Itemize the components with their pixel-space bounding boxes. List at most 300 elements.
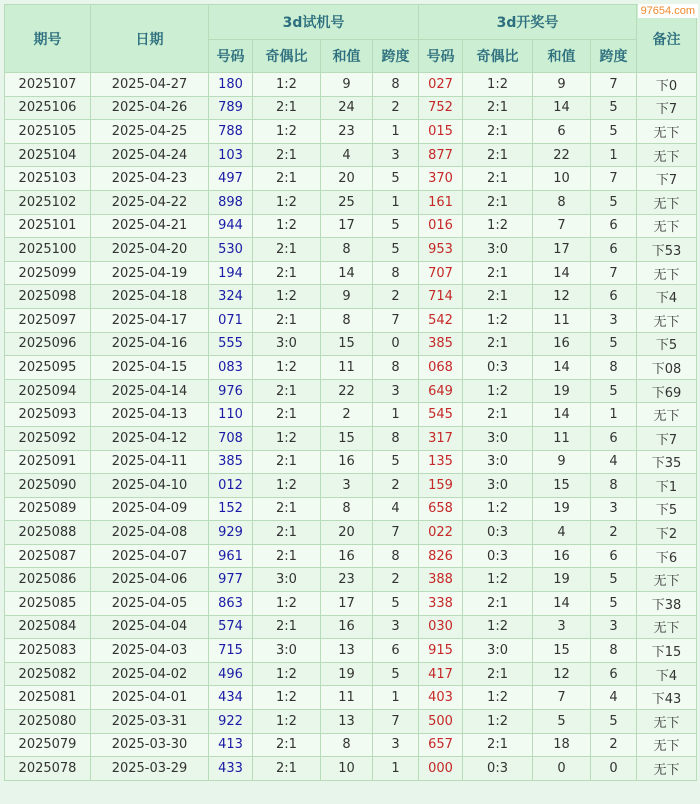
trial-number-cell: 103 (209, 143, 253, 167)
table-row (5, 379, 697, 403)
draw-number-cell: 752 (419, 96, 463, 120)
draw-odd-even-cell: 1:2 (463, 568, 533, 592)
trial-sum-cell: 24 (321, 96, 373, 120)
trial-span-cell: 3 (373, 615, 419, 639)
period-cell: 2025085 (5, 592, 91, 616)
draw-number-cell: 317 (419, 426, 463, 450)
date-cell: 2025-04-06 (91, 568, 209, 592)
draw-odd-even-cell: 1:2 (463, 379, 533, 403)
trial-sum-cell: 13 (321, 639, 373, 663)
trial-span-cell: 1 (373, 686, 419, 710)
note-cell: 下35 (637, 450, 697, 474)
trial-sum-cell: 14 (321, 261, 373, 285)
draw-span-cell: 4 (591, 686, 637, 710)
trial-sum-cell: 19 (321, 662, 373, 686)
date-cell: 2025-04-14 (91, 379, 209, 403)
date-cell: 2025-04-23 (91, 167, 209, 191)
trial-number-cell: 324 (209, 285, 253, 309)
note-cell: 无下 (637, 615, 697, 639)
period-cell: 2025095 (5, 356, 91, 380)
table-row (5, 308, 697, 332)
table-row (5, 710, 697, 734)
trial-number-cell: 555 (209, 332, 253, 356)
draw-number-cell: 649 (419, 379, 463, 403)
date-cell: 2025-04-08 (91, 521, 209, 545)
table-row (5, 592, 697, 616)
trial-number-cell: 413 (209, 733, 253, 757)
trial-span-cell: 7 (373, 710, 419, 734)
draw-sum-cell: 14 (533, 356, 591, 380)
trial-number-cell: 012 (209, 474, 253, 498)
trial-span-cell: 5 (373, 662, 419, 686)
table-body (5, 73, 697, 781)
draw-span-header: 跨度 (591, 40, 637, 73)
draw-span-cell: 5 (591, 379, 637, 403)
draw-sum-cell: 18 (533, 733, 591, 757)
note-header: 备注 (637, 5, 697, 73)
date-cell: 2025-04-16 (91, 332, 209, 356)
trial-number-cell: 715 (209, 639, 253, 663)
table-row (5, 120, 697, 144)
date-cell: 2025-04-26 (91, 96, 209, 120)
draw-number-cell: 545 (419, 403, 463, 427)
draw-odd-even-cell: 3:0 (463, 238, 533, 262)
note-cell: 下4 (637, 285, 697, 309)
draw-odd-even-cell: 3:0 (463, 474, 533, 498)
table-row (5, 332, 697, 356)
trial-odd-even-cell: 1:2 (253, 190, 321, 214)
draw-number-cell: 030 (419, 615, 463, 639)
draw-odd-even-cell: 2:1 (463, 285, 533, 309)
trial-sum-cell: 22 (321, 379, 373, 403)
trial-sum-cell: 8 (321, 497, 373, 521)
date-cell: 2025-04-15 (91, 356, 209, 380)
draw-odd-even-cell: 1:2 (463, 497, 533, 521)
date-cell: 2025-04-13 (91, 403, 209, 427)
date-cell: 2025-03-29 (91, 757, 209, 781)
draw-odd-even-cell: 2:1 (463, 662, 533, 686)
trial-odd-even-cell: 1:2 (253, 474, 321, 498)
period-cell: 2025092 (5, 426, 91, 450)
draw-span-cell: 7 (591, 167, 637, 191)
trial-number-group-header: 3d试机号 (209, 5, 419, 40)
draw-sum-cell: 22 (533, 143, 591, 167)
trial-odd-even-cell: 2:1 (253, 757, 321, 781)
trial-span-cell: 7 (373, 308, 419, 332)
draw-span-cell: 6 (591, 214, 637, 238)
period-header: 期号 (5, 5, 91, 73)
table-row (5, 686, 697, 710)
date-cell: 2025-04-25 (91, 120, 209, 144)
period-cell: 2025104 (5, 143, 91, 167)
trial-number-cell: 863 (209, 592, 253, 616)
draw-span-cell: 8 (591, 356, 637, 380)
note-cell: 下53 (637, 238, 697, 262)
trial-sum-cell: 16 (321, 615, 373, 639)
draw-number-cell: 657 (419, 733, 463, 757)
table-row (5, 662, 697, 686)
draw-sum-cell: 14 (533, 96, 591, 120)
table-row (5, 403, 697, 427)
draw-number-cell: 707 (419, 261, 463, 285)
draw-span-cell: 1 (591, 403, 637, 427)
date-cell: 2025-04-20 (91, 238, 209, 262)
draw-odd-even-cell: 2:1 (463, 167, 533, 191)
trial-number-cell: 194 (209, 261, 253, 285)
trial-span-cell: 2 (373, 96, 419, 120)
draw-span-cell: 6 (591, 662, 637, 686)
note-cell: 无下 (637, 403, 697, 427)
trial-odd-even-cell: 2:1 (253, 521, 321, 545)
trial-number-cell: 180 (209, 73, 253, 97)
draw-number-cell: 015 (419, 120, 463, 144)
draw-number-cell: 135 (419, 450, 463, 474)
trial-number-cell: 976 (209, 379, 253, 403)
period-cell: 2025086 (5, 568, 91, 592)
draw-number-cell: 159 (419, 474, 463, 498)
draw-span-cell: 5 (591, 120, 637, 144)
draw-span-cell: 0 (591, 757, 637, 781)
trial-span-cell: 5 (373, 238, 419, 262)
trial-span-cell: 2 (373, 568, 419, 592)
trial-number-cell: 944 (209, 214, 253, 238)
trial-sum-cell: 23 (321, 568, 373, 592)
draw-sum-cell: 8 (533, 190, 591, 214)
draw-span-cell: 8 (591, 639, 637, 663)
trial-span-cell: 1 (373, 403, 419, 427)
table-row (5, 733, 697, 757)
draw-sum-cell: 9 (533, 450, 591, 474)
trial-odd-even-cell: 2:1 (253, 497, 321, 521)
draw-span-cell: 6 (591, 285, 637, 309)
date-cell: 2025-04-18 (91, 285, 209, 309)
trial-sum-cell: 20 (321, 521, 373, 545)
draw-span-cell: 5 (591, 592, 637, 616)
date-cell: 2025-04-01 (91, 686, 209, 710)
draw-sum-cell: 3 (533, 615, 591, 639)
draw-number-cell: 658 (419, 497, 463, 521)
trial-number-cell: 789 (209, 96, 253, 120)
period-cell: 2025089 (5, 497, 91, 521)
trial-odd-even-cell: 2:1 (253, 96, 321, 120)
table-row (5, 521, 697, 545)
trial-odd-even-cell: 1:2 (253, 662, 321, 686)
trial-sum-cell: 13 (321, 710, 373, 734)
date-header: 日期 (91, 5, 209, 73)
draw-sum-cell: 12 (533, 285, 591, 309)
trial-odd-even-cell: 1:2 (253, 356, 321, 380)
trial-odd-even-cell: 2:1 (253, 615, 321, 639)
date-cell: 2025-04-21 (91, 214, 209, 238)
period-cell: 2025080 (5, 710, 91, 734)
trial-odd-even-cell: 3:0 (253, 332, 321, 356)
draw-sum-cell: 19 (533, 379, 591, 403)
draw-sum-cell: 10 (533, 167, 591, 191)
period-cell: 2025082 (5, 662, 91, 686)
table-row (5, 143, 697, 167)
draw-number-header: 号码 (419, 40, 463, 73)
table-row (5, 474, 697, 498)
draw-span-cell: 7 (591, 73, 637, 97)
trial-span-cell: 8 (373, 426, 419, 450)
draw-number-cell: 385 (419, 332, 463, 356)
draw-sum-cell: 7 (533, 214, 591, 238)
table-row (5, 214, 697, 238)
draw-span-cell: 8 (591, 474, 637, 498)
note-cell: 下08 (637, 356, 697, 380)
note-cell: 下5 (637, 332, 697, 356)
trial-sum-cell: 2 (321, 403, 373, 427)
note-cell: 下5 (637, 497, 697, 521)
draw-sum-header: 和值 (533, 40, 591, 73)
draw-sum-cell: 19 (533, 497, 591, 521)
table-row (5, 356, 697, 380)
period-cell: 2025090 (5, 474, 91, 498)
note-cell: 下69 (637, 379, 697, 403)
date-cell: 2025-04-05 (91, 592, 209, 616)
date-cell: 2025-03-31 (91, 710, 209, 734)
trial-number-cell: 110 (209, 403, 253, 427)
period-cell: 2025091 (5, 450, 91, 474)
draw-sum-cell: 14 (533, 403, 591, 427)
trial-odd-even-cell: 1:2 (253, 214, 321, 238)
period-cell: 2025106 (5, 96, 91, 120)
trial-number-cell: 788 (209, 120, 253, 144)
draw-odd-even-cell: 1:2 (463, 214, 533, 238)
draw-number-cell: 000 (419, 757, 463, 781)
trial-sum-cell: 9 (321, 285, 373, 309)
trial-span-cell: 1 (373, 757, 419, 781)
trial-odd-even-cell: 1:2 (253, 120, 321, 144)
trial-span-cell: 1 (373, 190, 419, 214)
trial-odd-even-cell: 2:1 (253, 167, 321, 191)
draw-span-cell: 4 (591, 450, 637, 474)
results-table (4, 4, 697, 781)
draw-span-cell: 3 (591, 615, 637, 639)
note-cell: 下4 (637, 662, 697, 686)
draw-odd-even-cell: 1:2 (463, 710, 533, 734)
draw-odd-even-cell: 0:3 (463, 521, 533, 545)
trial-span-cell: 8 (373, 356, 419, 380)
date-cell: 2025-03-30 (91, 733, 209, 757)
trial-span-cell: 2 (373, 474, 419, 498)
date-cell: 2025-04-22 (91, 190, 209, 214)
date-cell: 2025-04-12 (91, 426, 209, 450)
draw-number-cell: 370 (419, 167, 463, 191)
trial-sum-cell: 20 (321, 167, 373, 191)
trial-number-cell: 708 (209, 426, 253, 450)
results-table-container (4, 4, 696, 800)
draw-odd-even-cell: 2:1 (463, 120, 533, 144)
table-row (5, 261, 697, 285)
table-row (5, 497, 697, 521)
note-cell: 无下 (637, 308, 697, 332)
table-row (5, 190, 697, 214)
trial-number-cell: 922 (209, 710, 253, 734)
table-row (5, 96, 697, 120)
trial-odd-even-cell: 2:1 (253, 450, 321, 474)
period-cell: 2025105 (5, 120, 91, 144)
draw-number-cell: 714 (419, 285, 463, 309)
period-cell: 2025097 (5, 308, 91, 332)
note-cell: 下38 (637, 592, 697, 616)
draw-span-cell: 6 (591, 426, 637, 450)
trial-span-cell: 3 (373, 733, 419, 757)
draw-sum-cell: 16 (533, 332, 591, 356)
draw-sum-cell: 17 (533, 238, 591, 262)
draw-sum-cell: 14 (533, 592, 591, 616)
trial-odd-even-cell: 2:1 (253, 544, 321, 568)
trial-odd-even-header: 奇偶比 (253, 40, 321, 73)
draw-sum-cell: 4 (533, 521, 591, 545)
draw-sum-cell: 11 (533, 426, 591, 450)
draw-odd-even-cell: 2:1 (463, 332, 533, 356)
draw-number-cell: 388 (419, 568, 463, 592)
draw-odd-even-cell: 2:1 (463, 592, 533, 616)
trial-number-cell: 497 (209, 167, 253, 191)
period-cell: 2025102 (5, 190, 91, 214)
trial-sum-cell: 11 (321, 356, 373, 380)
table-row (5, 285, 697, 309)
draw-odd-even-cell: 2:1 (463, 733, 533, 757)
period-cell: 2025079 (5, 733, 91, 757)
note-cell: 无下 (637, 143, 697, 167)
trial-number-cell: 961 (209, 544, 253, 568)
draw-number-cell: 417 (419, 662, 463, 686)
date-cell: 2025-04-24 (91, 143, 209, 167)
trial-span-cell: 3 (373, 379, 419, 403)
note-cell: 下0 (637, 73, 697, 97)
trial-sum-cell: 8 (321, 308, 373, 332)
table-row (5, 238, 697, 262)
trial-span-cell: 8 (373, 544, 419, 568)
note-cell: 下15 (637, 639, 697, 663)
trial-span-cell: 5 (373, 592, 419, 616)
draw-odd-even-cell: 0:3 (463, 544, 533, 568)
note-cell: 下7 (637, 167, 697, 191)
trial-odd-even-cell: 2:1 (253, 403, 321, 427)
draw-sum-cell: 15 (533, 474, 591, 498)
draw-sum-cell: 15 (533, 639, 591, 663)
draw-number-cell: 826 (419, 544, 463, 568)
draw-sum-cell: 16 (533, 544, 591, 568)
draw-odd-even-cell: 0:3 (463, 356, 533, 380)
trial-number-cell: 898 (209, 190, 253, 214)
draw-sum-cell: 14 (533, 261, 591, 285)
draw-span-cell: 3 (591, 308, 637, 332)
draw-sum-cell: 5 (533, 710, 591, 734)
draw-sum-cell: 6 (533, 120, 591, 144)
trial-span-cell: 6 (373, 639, 419, 663)
trial-span-cell: 7 (373, 521, 419, 545)
date-cell: 2025-04-09 (91, 497, 209, 521)
period-cell: 2025101 (5, 214, 91, 238)
trial-span-cell: 5 (373, 167, 419, 191)
draw-span-cell: 3 (591, 497, 637, 521)
draw-odd-even-cell: 2:1 (463, 403, 533, 427)
trial-odd-even-cell: 2:1 (253, 308, 321, 332)
draw-odd-even-cell: 3:0 (463, 639, 533, 663)
trial-sum-cell: 15 (321, 426, 373, 450)
trial-sum-cell: 9 (321, 73, 373, 97)
trial-sum-cell: 25 (321, 190, 373, 214)
trial-sum-cell: 23 (321, 120, 373, 144)
trial-number-header: 号码 (209, 40, 253, 73)
trial-number-cell: 977 (209, 568, 253, 592)
date-cell: 2025-04-17 (91, 308, 209, 332)
draw-span-cell: 5 (591, 710, 637, 734)
note-cell: 无下 (637, 120, 697, 144)
note-cell: 下2 (637, 521, 697, 545)
note-cell: 下1 (637, 474, 697, 498)
draw-sum-cell: 19 (533, 568, 591, 592)
draw-number-cell: 500 (419, 710, 463, 734)
draw-span-cell: 5 (591, 332, 637, 356)
draw-sum-cell: 12 (533, 662, 591, 686)
trial-odd-even-cell: 3:0 (253, 568, 321, 592)
trial-sum-cell: 16 (321, 450, 373, 474)
draw-number-cell: 161 (419, 190, 463, 214)
trial-odd-even-cell: 1:2 (253, 426, 321, 450)
trial-span-header: 跨度 (373, 40, 419, 73)
date-cell: 2025-04-11 (91, 450, 209, 474)
trial-sum-cell: 15 (321, 332, 373, 356)
period-cell: 2025103 (5, 167, 91, 191)
table-row (5, 757, 697, 781)
period-cell: 2025087 (5, 544, 91, 568)
trial-number-cell: 083 (209, 356, 253, 380)
note-cell: 下7 (637, 426, 697, 450)
period-cell: 2025098 (5, 285, 91, 309)
date-cell: 2025-04-02 (91, 662, 209, 686)
period-cell: 2025107 (5, 73, 91, 97)
draw-sum-cell: 0 (533, 757, 591, 781)
draw-number-cell: 403 (419, 686, 463, 710)
draw-number-cell: 068 (419, 356, 463, 380)
date-cell: 2025-04-27 (91, 73, 209, 97)
trial-number-cell: 530 (209, 238, 253, 262)
date-cell: 2025-04-07 (91, 544, 209, 568)
trial-number-cell: 496 (209, 662, 253, 686)
draw-span-cell: 5 (591, 190, 637, 214)
trial-sum-cell: 8 (321, 238, 373, 262)
trial-odd-even-cell: 1:2 (253, 285, 321, 309)
trial-odd-even-cell: 2:1 (253, 238, 321, 262)
table-row (5, 450, 697, 474)
note-cell: 无下 (637, 261, 697, 285)
trial-number-cell: 152 (209, 497, 253, 521)
draw-sum-cell: 11 (533, 308, 591, 332)
trial-odd-even-cell: 1:2 (253, 73, 321, 97)
draw-odd-even-header: 奇偶比 (463, 40, 533, 73)
trial-span-cell: 5 (373, 214, 419, 238)
trial-sum-cell: 16 (321, 544, 373, 568)
note-cell: 下43 (637, 686, 697, 710)
trial-span-cell: 4 (373, 497, 419, 521)
trial-sum-cell: 8 (321, 733, 373, 757)
trial-span-cell: 8 (373, 73, 419, 97)
trial-sum-header: 和值 (321, 40, 373, 73)
draw-odd-even-cell: 2:1 (463, 96, 533, 120)
period-cell: 2025078 (5, 757, 91, 781)
draw-number-cell: 915 (419, 639, 463, 663)
draw-number-group-header: 3d开奖号 (419, 5, 637, 40)
date-cell: 2025-04-04 (91, 615, 209, 639)
draw-number-cell: 027 (419, 73, 463, 97)
trial-number-cell: 574 (209, 615, 253, 639)
period-cell: 2025088 (5, 521, 91, 545)
draw-number-cell: 953 (419, 238, 463, 262)
